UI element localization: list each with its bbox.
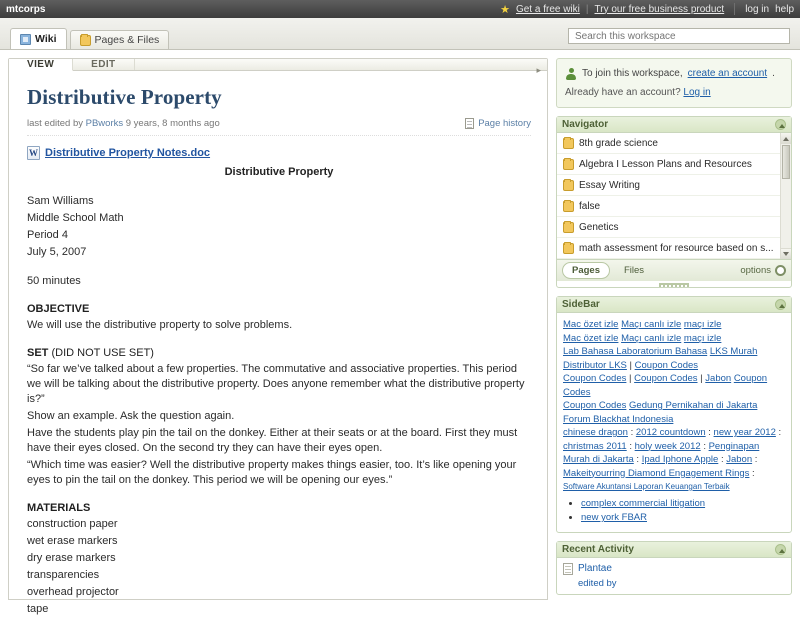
section-heading-text: MATERIALS xyxy=(27,502,91,514)
link[interactable]: Gedung Pernikahan di Jakarta xyxy=(629,400,758,411)
word-document-icon xyxy=(27,146,40,160)
navigator-title: Navigator xyxy=(562,119,609,130)
section-paragraph: Show an example. Ask the question again. xyxy=(27,410,235,422)
link[interactable]: new york FBAR xyxy=(581,512,647,523)
tab-view[interactable]: VIEW xyxy=(9,59,73,71)
gear-icon[interactable] xyxy=(775,265,786,276)
log-in-link-sidebar[interactable]: Log in xyxy=(683,87,711,98)
navigator-scrollbar[interactable] xyxy=(780,133,791,259)
link[interactable]: Software Akuntansi Laporan Keuangan Terbaik xyxy=(563,482,730,491)
section-paragraph: dry erase markers xyxy=(27,552,116,564)
link-line xyxy=(563,440,785,494)
link[interactable]: christmas 2011 xyxy=(563,440,627,452)
divider-text: | xyxy=(629,359,632,371)
person-icon xyxy=(565,68,577,80)
recent-activity-subtext: edited by xyxy=(578,577,617,589)
link[interactable]: Coupon Codes xyxy=(634,359,699,371)
section-heading-text: SET xyxy=(27,347,49,359)
last-edited-user[interactable]: PBworks xyxy=(85,118,124,129)
identity-line: Sam Williams xyxy=(27,195,94,207)
section-heading-objective xyxy=(27,303,531,315)
recent-activity-name[interactable]: Plantae xyxy=(578,563,612,574)
already-account-row xyxy=(565,85,783,100)
spacer xyxy=(27,335,531,347)
recent-activity-item[interactable] xyxy=(563,563,785,575)
link[interactable]: maçı izle xyxy=(683,332,722,344)
link[interactable]: LKS Murah xyxy=(709,346,758,357)
link[interactable]: Jabon xyxy=(705,373,732,384)
link[interactable]: Mac özet izle xyxy=(563,332,619,344)
create-account-link[interactable]: create an account xyxy=(687,68,768,79)
spacer xyxy=(27,490,531,502)
business-product-link[interactable]: Try our free business product xyxy=(594,3,725,15)
section-paragraph: construction paper xyxy=(27,518,118,530)
divider-text: : xyxy=(703,440,706,452)
help-link[interactable]: help xyxy=(775,3,794,15)
wiki-name: mtcorps xyxy=(6,3,46,15)
folder-icon xyxy=(563,138,574,149)
link[interactable]: new year 2012 xyxy=(713,427,776,438)
sidebar-widget-title: SideBar xyxy=(562,299,600,310)
link[interactable]: Ipad Iphone Apple xyxy=(641,454,719,465)
link[interactable]: Penginapan Murah di Jakarta xyxy=(563,440,760,465)
divider-text: : xyxy=(629,440,632,452)
section-paragraph: wet erase markers xyxy=(27,535,118,547)
collapse-icon[interactable] xyxy=(775,544,786,555)
folder-icon xyxy=(80,35,91,46)
join-text-after: . xyxy=(772,68,775,79)
identity-line: July 5, 2007 xyxy=(27,246,87,258)
page-title: Distributive Property xyxy=(27,85,222,109)
navigator-footer xyxy=(557,259,791,281)
get-free-wiki-link[interactable]: Get a free wiki xyxy=(515,3,580,15)
link[interactable]: Coupon Codes xyxy=(563,373,768,398)
folder-icon xyxy=(563,159,574,170)
spacer xyxy=(27,291,531,303)
page-history-button[interactable] xyxy=(465,118,531,129)
tab-pages-and-files[interactable] xyxy=(70,30,170,49)
recent-activity-title: Recent Activity xyxy=(562,543,634,555)
page-content xyxy=(9,71,547,629)
page-mode-tabs xyxy=(9,59,547,75)
scrollbar-thumb[interactable] xyxy=(782,145,790,179)
nav-item-label: Essay Writing xyxy=(579,179,640,191)
search-input[interactable] xyxy=(573,29,785,43)
link[interactable]: Jabon xyxy=(726,454,753,465)
link[interactable]: Makeityourring Diamond Engagement Rings xyxy=(563,467,750,479)
sidebar-widget-card xyxy=(556,296,792,533)
nav-item[interactable] xyxy=(557,238,791,259)
resize-grip[interactable] xyxy=(659,283,689,287)
link-line xyxy=(563,332,785,346)
link[interactable]: holy week 2012 xyxy=(634,440,701,452)
attachment-link-row xyxy=(27,146,531,160)
section-paragraph: “So far we’ve talked about a few properties. The commutative and associative properties. This period we will be talking about the distributive property. Does anyone remember what the distributive property is?” xyxy=(27,363,525,405)
pages-filter-button[interactable]: Pages xyxy=(562,262,610,279)
nav-item-label: 8th grade science xyxy=(579,137,658,149)
sidebar-widget-body xyxy=(557,313,791,532)
divider-text: : xyxy=(708,427,711,438)
link[interactable]: Lab Bahasa Laboratorium Bahasa xyxy=(563,346,708,357)
join-workspace-card xyxy=(556,58,792,108)
link[interactable]: 2012 countdown xyxy=(635,427,706,438)
nav-item[interactable] xyxy=(557,133,791,154)
link-line xyxy=(563,426,785,440)
tab-wiki[interactable] xyxy=(10,28,67,49)
sidebar-bullet-list xyxy=(563,497,785,525)
divider-text: : xyxy=(778,427,782,438)
link[interactable]: Coupon Codes xyxy=(634,373,698,384)
join-workspace-row xyxy=(565,66,783,81)
attachment-link[interactable]: Distributive Property Notes.doc xyxy=(45,147,211,159)
log-in-link[interactable]: log in xyxy=(745,3,770,15)
right-sidebar xyxy=(556,58,792,600)
list-item xyxy=(581,497,785,511)
page-icon xyxy=(563,563,573,575)
recent-activity-body xyxy=(557,558,791,594)
topbar-divider xyxy=(734,3,735,15)
recent-activity-card xyxy=(556,541,792,595)
link[interactable]: Forum Blackhat Indonesia xyxy=(563,413,674,425)
nav-item[interactable] xyxy=(557,217,791,238)
link[interactable]: Distributor LKS xyxy=(563,359,627,371)
section-heading-materials xyxy=(27,502,531,514)
link[interactable]: maçı izle xyxy=(683,319,722,330)
section-paragraph: “Which time was easier? Well the distributive property makes things easier, too. It’s like opening your eyes to pin the tail on the donkey. This period we will be opening our eyes.” xyxy=(27,459,517,486)
identity-block xyxy=(27,194,531,260)
divider-text: | xyxy=(629,373,632,384)
nav-item-label: false xyxy=(579,200,601,212)
navigator-header xyxy=(557,117,791,133)
already-account-text: Already have an account? xyxy=(565,87,681,98)
link[interactable]: Maçı canlı izle xyxy=(621,332,682,344)
link[interactable]: chinese dragon xyxy=(563,427,628,438)
divider-text: | xyxy=(700,373,703,384)
nav-item[interactable] xyxy=(557,175,791,196)
last-edited-prefix: last edited by xyxy=(27,118,83,129)
navigator-scroll-region xyxy=(557,133,791,259)
page-history-label: Page history xyxy=(478,118,531,129)
scroll-up-arrow[interactable] xyxy=(781,133,791,144)
nav-item-label: math assessment for resource based on s... xyxy=(579,242,774,254)
tab-wiki-label: Wiki xyxy=(35,33,57,45)
files-filter-button[interactable]: Files xyxy=(624,265,645,276)
topbar-right-group xyxy=(500,3,794,16)
section-paragraph: overhead projector xyxy=(27,586,119,598)
link[interactable]: Coupon Codes xyxy=(563,373,627,384)
navigator-list xyxy=(557,133,791,259)
section-heading-text: OBJECTIVE xyxy=(27,303,90,315)
link[interactable]: Coupon Codes xyxy=(563,400,627,411)
main-panel xyxy=(8,58,548,615)
topbar-separator: | xyxy=(585,3,589,15)
divider-text: : xyxy=(630,427,634,438)
link-line xyxy=(563,372,785,399)
folder-icon xyxy=(563,222,574,233)
identity-line: Period 4 xyxy=(27,229,68,241)
section-heading-set xyxy=(27,347,531,359)
wiki-icon xyxy=(20,34,31,45)
section-paragraph: We will use the distributive property to solve problems. xyxy=(27,319,293,331)
divider-text: : xyxy=(752,467,755,479)
chevron-right-icon[interactable]: ▸ xyxy=(536,65,541,75)
folder-icon xyxy=(563,243,574,254)
page-body xyxy=(0,50,800,615)
workspace-tabs xyxy=(10,28,169,49)
folder-icon xyxy=(563,201,574,212)
sidebar-widget-header xyxy=(557,297,791,313)
tab-edit[interactable]: EDIT xyxy=(73,59,134,70)
duration-line: 50 minutes xyxy=(27,275,81,287)
nav-item[interactable] xyxy=(557,196,791,217)
collapse-icon[interactable] xyxy=(775,299,786,310)
star-icon: ★ xyxy=(500,3,510,16)
section-paragraph: tape xyxy=(27,603,49,615)
last-edited-time: 9 years, 8 months ago xyxy=(125,118,220,129)
document-heading: Distributive Property xyxy=(224,166,334,178)
identity-line: Middle School Math xyxy=(27,212,124,224)
link[interactable]: Maçı canlı izle xyxy=(621,319,682,330)
link-line xyxy=(563,318,785,332)
link-line xyxy=(563,399,785,426)
link[interactable]: complex commercial litigation xyxy=(581,497,706,509)
nav-item-label: Genetics xyxy=(579,221,619,233)
link-line xyxy=(563,345,785,372)
nav-item[interactable] xyxy=(557,154,791,175)
options-label[interactable]: options xyxy=(740,265,771,276)
tab-pages-and-files-label: Pages & Files xyxy=(94,34,160,46)
scroll-down-arrow[interactable] xyxy=(781,248,791,259)
section-paragraph: transparencies xyxy=(27,569,100,581)
workspace-header xyxy=(0,18,800,50)
page-meta xyxy=(27,118,531,136)
top-bar xyxy=(0,0,800,18)
spacer xyxy=(27,262,531,274)
divider-text: : xyxy=(754,454,758,465)
divider-text: : xyxy=(636,454,640,465)
divider-text: : xyxy=(720,454,724,465)
navigator-card xyxy=(556,116,792,288)
document-icon xyxy=(465,118,474,129)
join-text-before: To join this workspace, xyxy=(582,68,683,79)
link[interactable]: Mac özet izle xyxy=(563,319,619,330)
recent-activity-header xyxy=(557,542,791,558)
list-item xyxy=(581,511,785,525)
search-box[interactable] xyxy=(568,28,790,44)
section-heading-note: (DID NOT USE SET) xyxy=(48,347,154,359)
collapse-icon[interactable] xyxy=(775,119,786,130)
nav-item-label: Algebra I Lesson Plans and Resources xyxy=(579,158,752,170)
section-paragraph: Have the students play pin the tail on the donkey. Either at their seats or at the board. First they must have their eyes closed. On the second try they can have their eyes open. xyxy=(27,427,518,454)
folder-icon xyxy=(563,180,574,191)
